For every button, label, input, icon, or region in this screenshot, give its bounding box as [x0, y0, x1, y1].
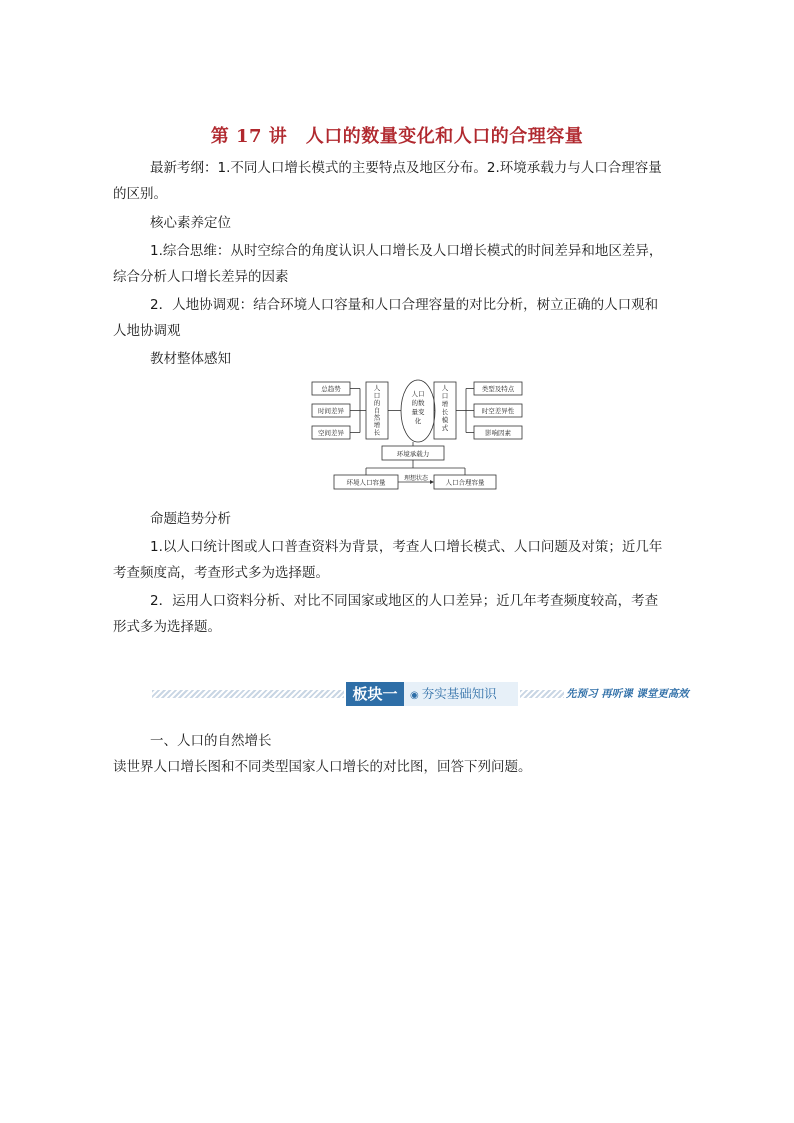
- diagram-box-natural-growth: 人口的自然增长: [373, 384, 381, 437]
- diagram-box-reasonable: 人口合理容量: [445, 478, 485, 487]
- diagram-label-ideal: 理想状态: [403, 475, 429, 482]
- trend-item-2-line-2: 形式多为选择题。: [113, 619, 221, 635]
- diagram-box-time-diff: 时间差异: [318, 407, 344, 415]
- syllabus-line-1: 最新考纲：1.不同人口增长模式的主要特点及地区分布。2.环境承载力与人口合理容量: [150, 160, 662, 176]
- banner-stripe-left: [152, 690, 344, 698]
- diagram-box-spacetime: 时空差异性: [481, 407, 515, 415]
- diagram-box-carrying: 环境承载力: [396, 450, 430, 458]
- section-heading: 一、人口的自然增长: [150, 733, 272, 749]
- trend-item-1-line-2: 考查频度高，考查形式多为选择题。: [113, 565, 329, 581]
- diagram-box-types: 类型及特点: [481, 385, 515, 393]
- trend-heading: 命题趋势分析: [150, 511, 231, 527]
- syllabus-line-2: 的区别。: [113, 186, 167, 202]
- textbook-overview-heading: 教材整体感知: [150, 351, 231, 367]
- core-item-1-line-1: 1.综合思维：从时空综合的角度认识人口增长及人口增长模式的时间差异和地区差异，: [150, 243, 663, 259]
- banner-stripe-right: [520, 690, 564, 698]
- banner-tag: 板块一: [346, 682, 404, 706]
- diagram-box-env-capacity: 环境人口容量: [346, 478, 386, 487]
- banner-slogan: 先预习 再听课 课堂更高效: [566, 688, 689, 700]
- trend-item-2-line-1: 2．运用人口资料分析、对比不同国家或地区的人口差异；近几年考查频度较高，考查: [150, 593, 659, 609]
- banner-subtitle-text: 夯实基础知识: [421, 686, 497, 701]
- banner-subtitle: [404, 682, 518, 706]
- core-item-2-line-1: 2．人地协调观：结合环境人口容量和人口合理容量的对比分析，树立正确的人口观和: [150, 297, 659, 313]
- core-item-2-line-2: 人地协调观: [113, 323, 181, 339]
- section-banner: [152, 676, 712, 714]
- diagram-box-trend: 总趋势: [321, 385, 341, 393]
- concept-diagram: [300, 378, 540, 496]
- diagram-box-growth-model: 人口增长模式: [441, 384, 449, 432]
- lecture-title: 第 17 讲 人口的数量变化和人口的合理容量: [210, 126, 584, 147]
- section-instruction: 读世界人口增长图和不同类型国家人口增长的对比图，回答下列问题。: [113, 759, 532, 775]
- core-item-1-line-2: 综合分析人口增长差异的因素: [113, 269, 289, 285]
- trend-item-1-line-1: 1.以人口统计图或人口普查资料为背景，考查人口增长模式、人口问题及对策；近几年: [150, 539, 663, 555]
- diagram-ellipse-center: 人口的数量变化: [411, 390, 425, 425]
- diagram-box-factors: 影响因素: [485, 429, 511, 437]
- diagram-box-space-diff: 空间差异: [318, 429, 344, 437]
- bullet-icon: ◉: [410, 690, 419, 701]
- core-literacy-heading: 核心素养定位: [150, 215, 231, 231]
